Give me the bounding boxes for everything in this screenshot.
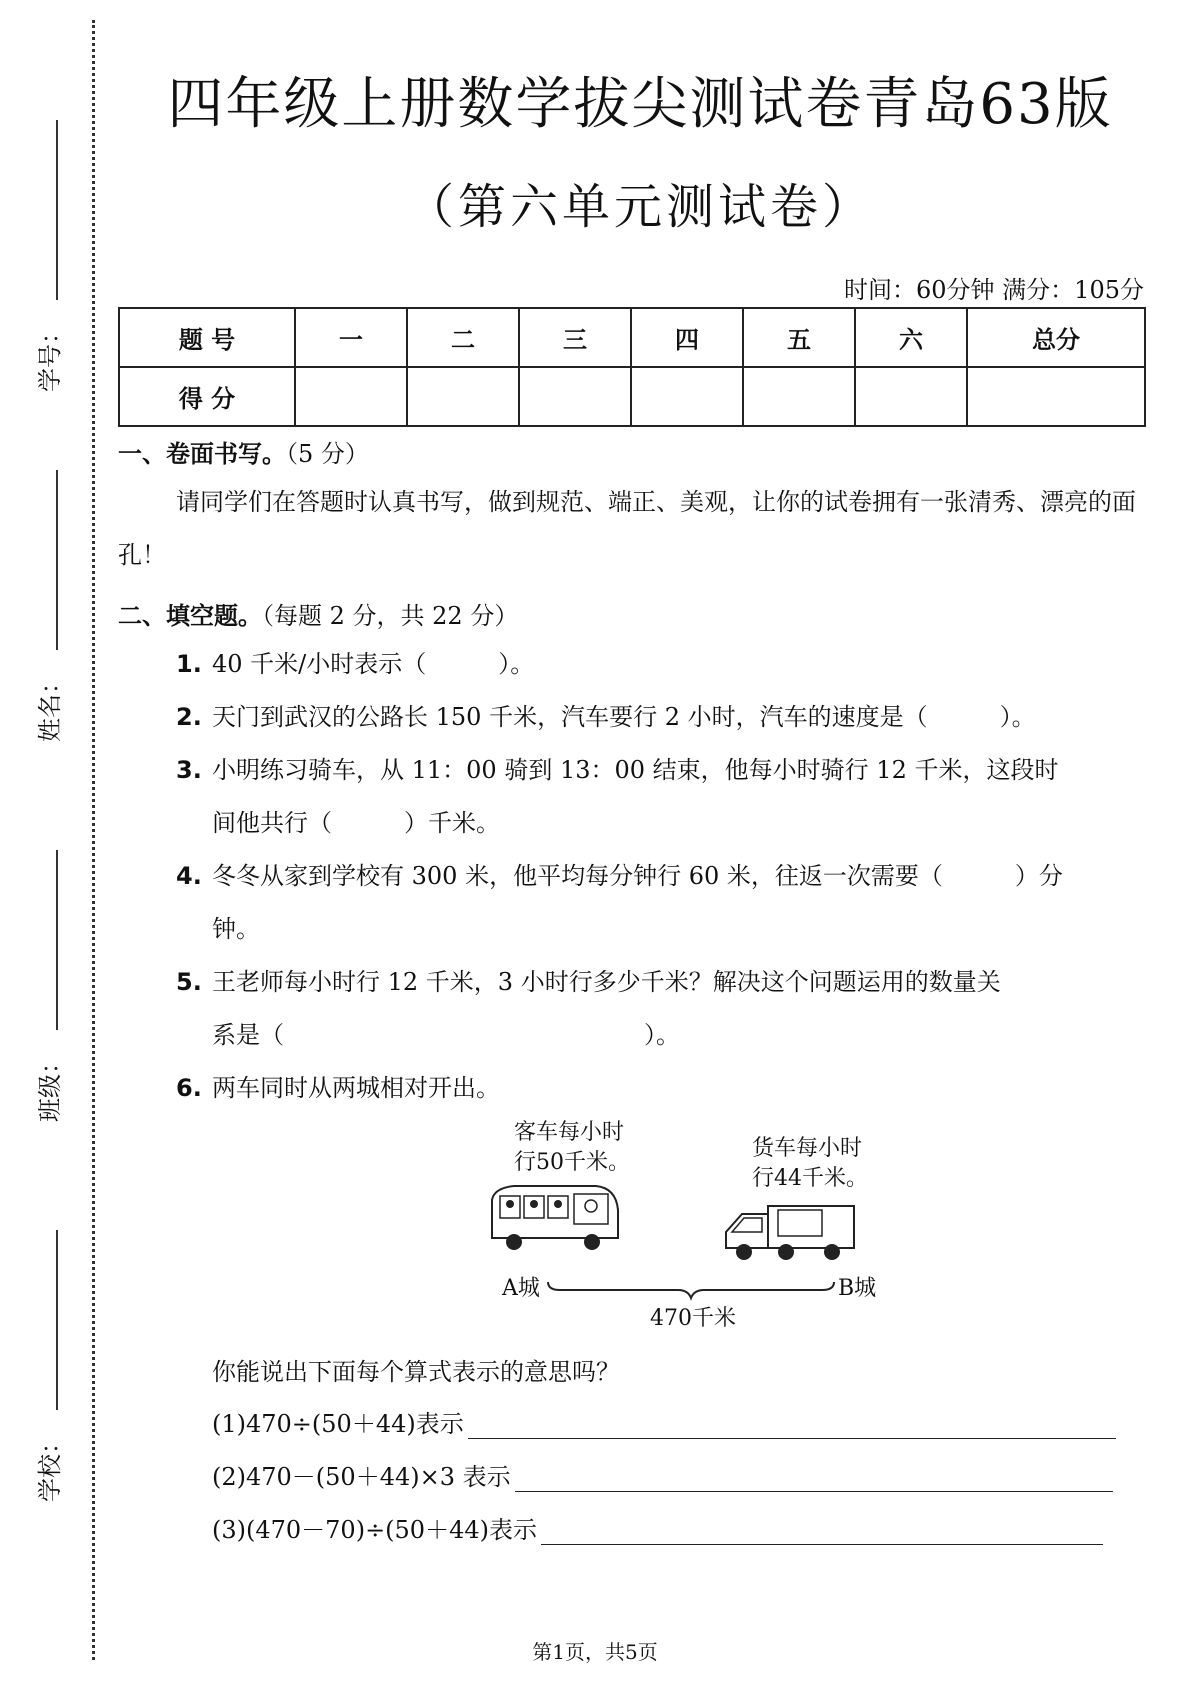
- section1-heading: [118, 434, 369, 469]
- header-cell: 二: [407, 308, 519, 367]
- question-number: 5.: [176, 968, 202, 996]
- question-number: 3.: [176, 756, 202, 784]
- score-cell[interactable]: [855, 367, 967, 426]
- score-cell[interactable]: [743, 367, 855, 426]
- city-a-label: A城: [502, 1276, 540, 1301]
- sub-question-1: [212, 1404, 1116, 1439]
- header-cell: 四: [631, 308, 743, 367]
- header-cell: 五: [743, 308, 855, 367]
- bus-label-line-1: 客车每小时: [514, 1120, 625, 1145]
- question-text: 小明练习骑车，从 11：00 骑到 13：00 结束，他每小时骑行 12 千米，这段时: [212, 756, 1059, 784]
- page-subtitle: （第六单元测试卷）: [405, 179, 874, 235]
- question-text: 天门到武汉的公路长 150 千米，汽车要行 2 小时，汽车的速度是（ ）。: [212, 703, 1036, 731]
- question-3: [176, 744, 1146, 850]
- row-label: 得 分: [119, 367, 295, 426]
- question-6: [176, 1062, 1146, 1115]
- score-cell[interactable]: [295, 367, 407, 426]
- header-cell: 题 号: [119, 308, 295, 367]
- question-1: [176, 638, 1146, 691]
- question-text: 王老师每小时行 12 千米，3 小时行多少千米？解决这个问题运用的数量关: [212, 968, 1001, 996]
- truck-label-line-1: 货车每小时: [752, 1136, 863, 1161]
- sub-question-text: (2)470－(50＋44)×3 表示: [212, 1463, 511, 1491]
- student-id-rule: [56, 120, 58, 300]
- student-id-label: 学号：: [36, 320, 64, 392]
- page-footer: 第1页，共5页: [532, 1640, 658, 1664]
- question-5: [176, 956, 1146, 1062]
- sub-question-prompt: 你能说出下面每个算式表示的意思吗？: [212, 1358, 620, 1386]
- exam-meta: 时间：60分钟 满分：105分: [844, 276, 1144, 304]
- score-cell[interactable]: [407, 367, 519, 426]
- section2-title: 二、填空题。: [118, 602, 262, 630]
- sub-question-3: [212, 1510, 1103, 1545]
- section1-text: 请同学们在答题时认真书写，做到规范、端正、美观，让你的试卷拥有一张清秀、漂亮的面孔！: [118, 488, 1136, 569]
- question-text: 两车同时从两城相对开出。: [212, 1074, 500, 1102]
- question-number: 2.: [176, 703, 202, 731]
- question-number: 6.: [176, 1074, 202, 1102]
- header-cell: 三: [519, 308, 631, 367]
- score-cell[interactable]: [967, 367, 1145, 426]
- school-rule: [56, 1230, 58, 1410]
- question-number: 1.: [176, 650, 202, 678]
- score-cell[interactable]: [519, 367, 631, 426]
- question-text: 40 千米/小时表示（ ）。: [212, 650, 535, 678]
- class-label: 班级：: [36, 1050, 64, 1122]
- header-cell: 六: [855, 308, 967, 367]
- bus-icon: [484, 1180, 624, 1260]
- truck-label-line-2: 行44千米。: [752, 1166, 868, 1191]
- city-b-label: B城: [838, 1276, 877, 1301]
- sub-question-text: (3)(470－70)÷(50＋44)表示: [212, 1516, 537, 1544]
- question-2: [176, 691, 1146, 744]
- header-cell: 一: [295, 308, 407, 367]
- sub-question-text: (1)470÷(50＋44)表示: [212, 1410, 464, 1438]
- name-rule: [56, 470, 58, 650]
- answer-line[interactable]: [515, 1465, 1113, 1492]
- sub-question-2: [212, 1457, 1113, 1492]
- distance-label: 470千米: [650, 1306, 736, 1331]
- header-cell: 总分: [967, 308, 1145, 367]
- answer-line[interactable]: [541, 1518, 1103, 1545]
- question-4: [176, 850, 1146, 956]
- question-text-cont: 钟。: [212, 915, 260, 943]
- section1-title: 一、卷面书写。: [118, 440, 286, 468]
- section2-heading: [118, 596, 518, 631]
- bus-speed-label: [514, 1118, 630, 1178]
- score-value-row: [119, 367, 1145, 426]
- school-label: 学校：: [36, 1430, 64, 1502]
- truck-speed-label: [752, 1134, 868, 1194]
- question-text: 冬冬从家到学校有 300 米，他平均每分钟行 60 米，往返一次需要（ ）分: [212, 862, 1063, 890]
- truck-icon: [720, 1198, 860, 1268]
- score-cell[interactable]: [631, 367, 743, 426]
- page-title: 四年级上册数学拔尖测试卷青岛63版: [167, 72, 1113, 137]
- question-number: 4.: [176, 862, 202, 890]
- name-label: 姓名：: [36, 670, 64, 742]
- class-rule: [56, 850, 58, 1030]
- bus-label-line-2: 行50千米。: [514, 1150, 630, 1175]
- answer-line[interactable]: [468, 1412, 1116, 1439]
- score-table: [118, 307, 1146, 427]
- section1-points: （5 分）: [286, 440, 369, 468]
- question-text-cont: 间他共行（ ）千米。: [212, 809, 500, 837]
- distance-bracket: [546, 1278, 836, 1302]
- binding-dotted-line: [92, 20, 95, 1660]
- section2-points: （每题 2 分，共 22 分）: [262, 602, 519, 630]
- score-header-row: [119, 308, 1145, 367]
- question-text-cont: 系是（ ）。: [212, 1021, 680, 1049]
- cars-figure: [490, 1118, 910, 1338]
